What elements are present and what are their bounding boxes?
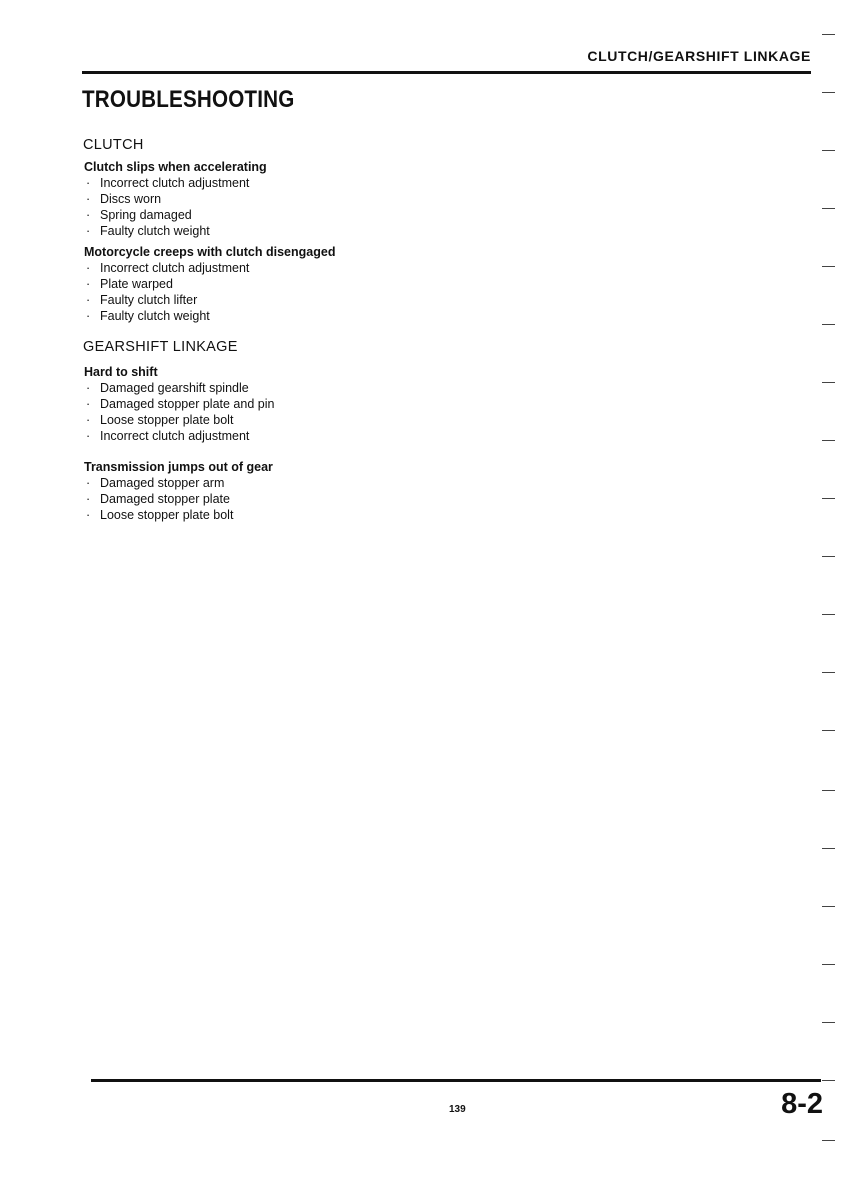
page-number: 139 bbox=[449, 1104, 466, 1115]
cause-text: Incorrect clutch adjustment bbox=[100, 261, 250, 275]
edge-tick-mark bbox=[822, 440, 835, 441]
bullet-icon: · bbox=[86, 429, 91, 443]
cause-item bbox=[84, 491, 273, 507]
cause-text: Loose stopper plate bolt bbox=[100, 508, 234, 522]
bullet-icon: · bbox=[86, 277, 91, 291]
cause-text: Incorrect clutch adjustment bbox=[100, 429, 250, 443]
edge-tick-mark bbox=[822, 382, 835, 383]
cause-text: Damaged stopper plate and pin bbox=[100, 397, 275, 411]
cause-item bbox=[84, 175, 267, 191]
cause-text: Faulty clutch weight bbox=[100, 309, 210, 323]
cause-text: Spring damaged bbox=[100, 208, 192, 222]
edge-tick-mark bbox=[822, 266, 835, 267]
cause-text: Plate warped bbox=[100, 277, 173, 291]
clutch-section-heading: CLUTCH bbox=[83, 137, 144, 153]
edge-tick-mark bbox=[822, 848, 835, 849]
symptom-group-motorcycle-creeps bbox=[84, 244, 335, 324]
header-rule bbox=[82, 71, 811, 74]
edge-tick-mark bbox=[822, 672, 835, 673]
cause-text: Damaged stopper plate bbox=[100, 492, 230, 506]
section-number: 8-2 bbox=[781, 1088, 823, 1120]
edge-tick-mark bbox=[822, 790, 835, 791]
bullet-icon: · bbox=[86, 309, 91, 323]
cause-text: Damaged gearshift spindle bbox=[100, 381, 249, 395]
bullet-icon: · bbox=[86, 293, 91, 307]
page-title: TROUBLESHOOTING bbox=[82, 86, 295, 113]
cause-text: Faulty clutch weight bbox=[100, 224, 210, 238]
edge-tick-mark bbox=[822, 1022, 835, 1023]
edge-tick-mark bbox=[822, 150, 835, 151]
running-header-title: CLUTCH/GEARSHIFT LINKAGE bbox=[587, 48, 811, 64]
symptom-group-jumps-out-of-gear bbox=[84, 459, 273, 523]
edge-tick-mark bbox=[822, 556, 835, 557]
cause-item bbox=[84, 412, 274, 428]
symptom-heading: Motorcycle creeps with clutch disengaged bbox=[84, 245, 336, 259]
symptom-group-hard-to-shift bbox=[84, 364, 274, 444]
bullet-icon: · bbox=[86, 413, 91, 427]
edge-tick-mark bbox=[822, 498, 835, 499]
bullet-icon: · bbox=[86, 192, 91, 206]
edge-tick-mark bbox=[822, 614, 835, 615]
edge-tick-mark bbox=[822, 906, 835, 907]
symptom-heading: Transmission jumps out of gear bbox=[84, 460, 273, 474]
cause-item bbox=[84, 191, 267, 207]
cause-text: Damaged stopper arm bbox=[100, 476, 225, 490]
cause-text: Discs worn bbox=[100, 192, 162, 206]
bullet-icon: · bbox=[86, 176, 91, 190]
footer-rule bbox=[91, 1079, 821, 1082]
bullet-icon: · bbox=[86, 397, 91, 411]
edge-tick-mark bbox=[822, 208, 835, 209]
symptom-heading: Clutch slips when accelerating bbox=[84, 160, 267, 174]
symptom-heading: Hard to shift bbox=[84, 365, 158, 379]
cause-item bbox=[84, 507, 273, 523]
cause-item bbox=[84, 207, 267, 223]
edge-tick-mark bbox=[822, 1080, 835, 1081]
edge-tick-mark bbox=[822, 324, 835, 325]
cause-item bbox=[84, 308, 335, 324]
cause-item bbox=[84, 396, 274, 412]
cause-item bbox=[84, 292, 335, 308]
symptom-group-clutch-slips bbox=[84, 159, 267, 239]
edge-tick-mark bbox=[822, 34, 835, 35]
cause-text: Incorrect clutch adjustment bbox=[100, 176, 250, 190]
bullet-icon: · bbox=[86, 261, 91, 275]
cause-item bbox=[84, 276, 335, 292]
cause-text: Loose stopper plate bolt bbox=[100, 413, 234, 427]
bullet-icon: · bbox=[86, 508, 91, 522]
cause-text: Faulty clutch lifter bbox=[100, 293, 198, 307]
cause-item bbox=[84, 380, 274, 396]
edge-tick-mark bbox=[822, 730, 835, 731]
bullet-icon: · bbox=[86, 224, 91, 238]
cause-item bbox=[84, 475, 273, 491]
bullet-icon: · bbox=[86, 492, 91, 506]
bullet-icon: · bbox=[86, 476, 91, 490]
bullet-icon: · bbox=[86, 381, 91, 395]
cause-item bbox=[84, 428, 274, 444]
edge-tick-mark bbox=[822, 92, 835, 93]
cause-item bbox=[84, 260, 335, 276]
bullet-icon: · bbox=[86, 208, 91, 222]
edge-tick-mark bbox=[822, 1140, 835, 1141]
edge-tick-mark bbox=[822, 964, 835, 965]
gearshift-section-heading: GEARSHIFT LINKAGE bbox=[83, 339, 238, 355]
cause-item bbox=[84, 223, 267, 239]
